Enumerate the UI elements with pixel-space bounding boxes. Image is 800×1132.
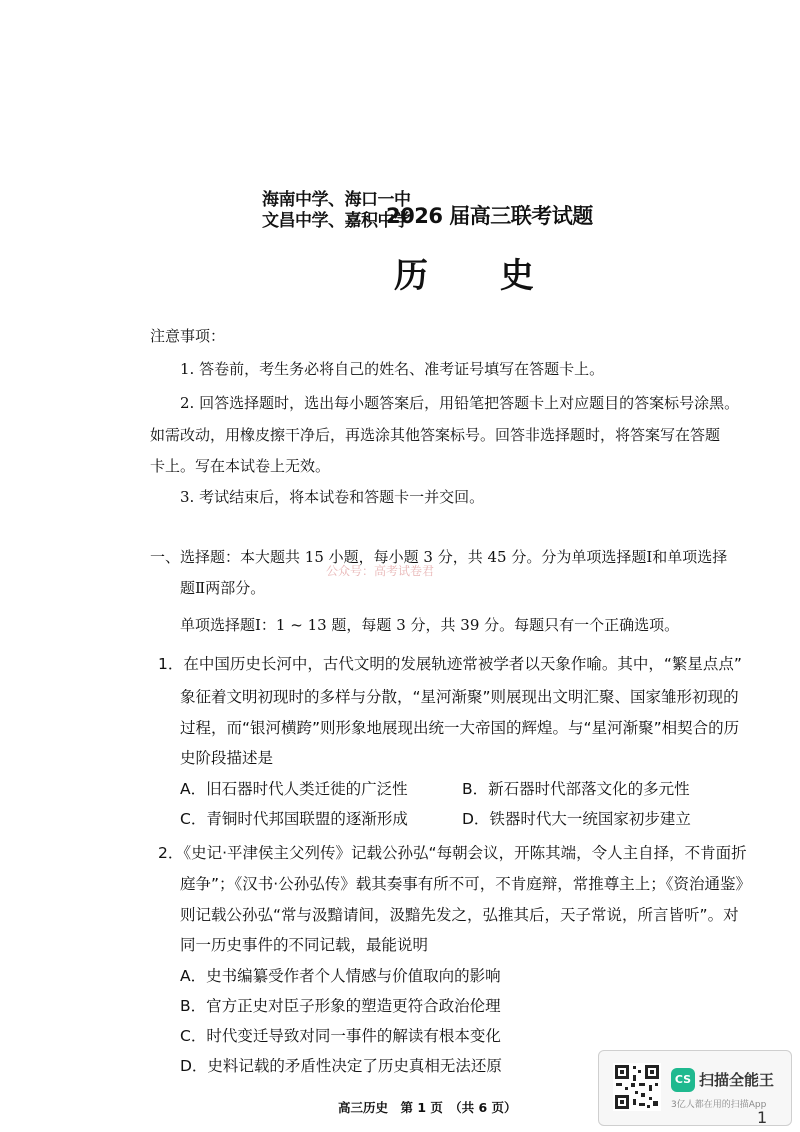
scanner-tagline: 3亿人都在用的扫描App	[671, 1100, 767, 1110]
question-2-option-b: B．官方正史对臣子形象的塑造更符合政治伦理	[180, 997, 501, 1015]
notice-line-1: 1. 答卷前，考生务必将自己的姓名、准考证号填写在答题卡上。	[180, 360, 605, 378]
question-2-stem-4: 同一历史事件的不同记载，最能说明	[180, 936, 429, 954]
question-1-option-a: A．旧石器时代人类迁徙的广泛性	[180, 780, 408, 798]
question-2-option-d: D．史料记载的矛盾性决定了历史真相无法还原	[180, 1057, 502, 1075]
question-2-option-c: C．时代变迁导致对同一事件的解读有根本变化	[180, 1027, 501, 1045]
notices-heading: 注意事项：	[150, 327, 226, 345]
school-names-line1: 海南中学、海口一中	[262, 190, 411, 210]
question-1-stem-2: 象征着文明初现时的多样与分散，“星河渐聚”则展现出文明汇聚、国家雏形初现的	[180, 688, 739, 706]
scanner-logo: CS	[671, 1068, 695, 1092]
question-1-stem-3: 过程，而“银河横跨”则形象地展现出统一大帝国的辉煌。与“星河渐聚”相契合的历	[180, 719, 740, 737]
page-footer: 高三历史 第 1 页 （共 6 页）	[338, 1100, 517, 1115]
question-1-stem-4: 史阶段描述是	[180, 749, 274, 767]
corner-page-number: 1	[757, 1108, 768, 1127]
question-1-option-b: B．新石器时代部落文化的多元性	[462, 780, 690, 798]
watermark: 公众号：高考试卷君	[326, 564, 435, 578]
section-subheading: 单项选择题Ⅰ：1 ~ 13 题，每题 3 分，共 39 分。每题只有一个正确选项。	[180, 616, 680, 634]
notice-line-3: 如需改动，用橡皮擦干净后，再选涂其他答案标号。回答非选择题时，将答案写在答题	[150, 426, 721, 444]
question-2-stem-1: 2．《史记·平津侯主父列传》记载公孙弘“每朝会议，开陈其端，令人主自择，不肯面折	[158, 844, 747, 862]
question-2-option-a: A．史书编纂受作者个人情感与价值取向的影响	[180, 967, 501, 985]
question-1-option-d: D．铁器时代大一统国家初步建立	[462, 810, 691, 828]
question-2-stem-3: 则记载公孙弘“常与汲黯请间，汲黯先发之，弘推其后，天子常说，所言皆听”。对	[180, 906, 739, 924]
question-1-stem-1: 1．在中国历史长河中，古代文明的发展轨迹常被学者以天象作喻。其中，“繁星点点”	[158, 655, 742, 673]
notice-line-5: 3. 考试结束后，将本试卷和答题卡一并交回。	[180, 488, 485, 506]
question-2-stem-2: 庭争”；《汉书·公孙弘传》载其奏事有所不可，不肯庭辩，常推尊主上；《资治通鉴》	[180, 875, 751, 893]
subject-title: 历 史	[394, 256, 564, 296]
qr-code-icon	[613, 1063, 661, 1111]
notice-line-4: 卡上。写在本试卷上无效。	[150, 457, 331, 475]
question-1-option-c: C．青铜时代邦国联盟的逐渐形成	[180, 810, 408, 828]
section-heading: 一、选择题：本大题共 15 小题，每小题 3 分，共 45 分。分为单项选择题Ⅰ和单项选择	[150, 548, 728, 566]
notice-line-2: 2. 回答选择题时，选出每小题答案后，用铅笔把答题卡上对应题目的答案标号涂黑。	[180, 394, 740, 412]
school-names-line2: 文昌中学、嘉积中学	[262, 211, 411, 231]
section-heading-cont: 题Ⅱ两部分。	[180, 579, 266, 597]
scanner-brand: 扫描全能王	[699, 1071, 775, 1089]
exam-title: 2026 届高三联考试题	[386, 204, 593, 228]
